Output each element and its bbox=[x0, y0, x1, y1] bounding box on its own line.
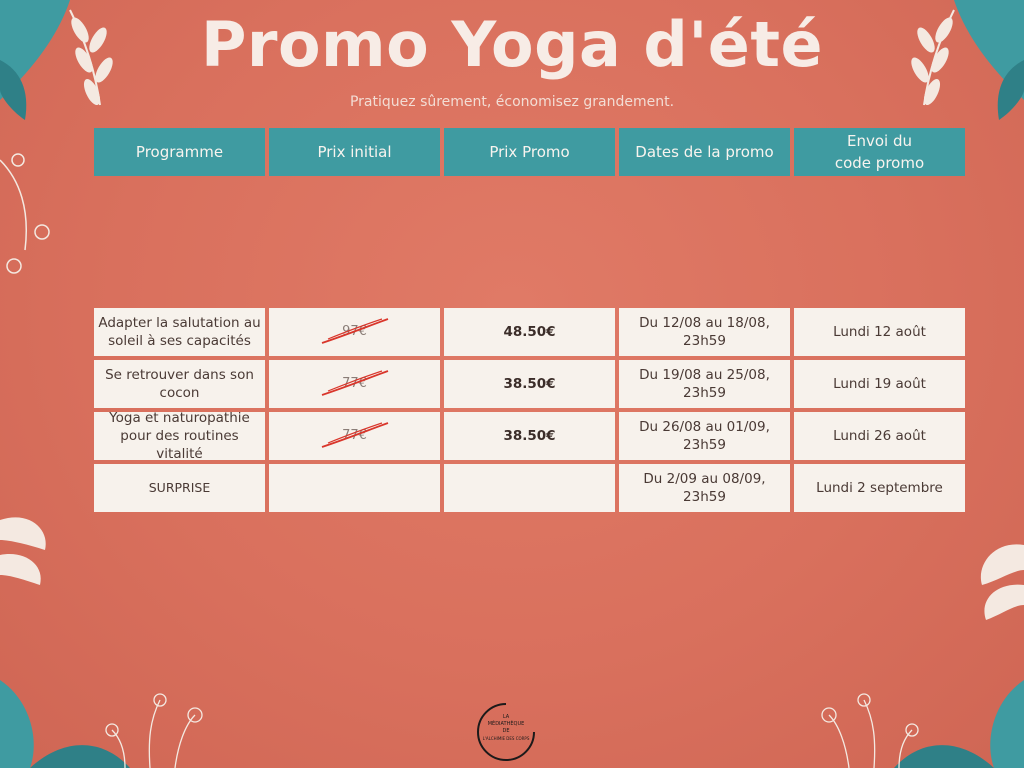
header-envoi: Envoi du code promo bbox=[794, 128, 965, 176]
table-row-prix-initial bbox=[269, 308, 440, 356]
leaf-decoration-icon bbox=[964, 540, 1024, 640]
page-subtitle: Pratiquez sûrement, économisez grandement. bbox=[349, 94, 675, 110]
leaf-decoration-icon bbox=[0, 660, 240, 768]
table-row-prix-promo: 38.50€ bbox=[444, 412, 615, 460]
leaf-decoration-icon bbox=[0, 510, 60, 610]
table-row-envoi: Lundi 12 août bbox=[794, 308, 965, 356]
table-row-dates: Du 26/08 au 01/09, 23h59 bbox=[619, 412, 790, 460]
logo-line-1: LA bbox=[502, 714, 510, 720]
header-prix-promo: Prix Promo bbox=[444, 128, 615, 176]
flower-decoration-icon bbox=[0, 140, 60, 290]
table-row-programme: Adapter la salutation au soleil à ses capacités bbox=[94, 308, 265, 356]
table-row-programme: Yoga et naturopathie pour des routines vitalité bbox=[94, 412, 265, 460]
leaf-decoration-icon bbox=[784, 660, 1024, 768]
header-dates: Dates de la promo bbox=[619, 128, 790, 176]
brand-logo bbox=[474, 700, 538, 764]
table-row-envoi: Lundi 26 août bbox=[794, 412, 965, 460]
table-row-prix-promo: 38.50€ bbox=[444, 360, 615, 408]
old-price: 77€ bbox=[342, 427, 367, 445]
table-row-envoi: Lundi 2 septembre bbox=[794, 464, 965, 512]
header-prix-initial: Prix initial bbox=[269, 128, 440, 176]
table-row-prix-initial bbox=[269, 464, 440, 512]
table-row-dates: Du 2/09 au 08/09, 23h59 bbox=[619, 464, 790, 512]
table-row-envoi: Lundi 19 août bbox=[794, 360, 965, 408]
table-row-prix-initial bbox=[269, 360, 440, 408]
logo-line-3: DE bbox=[502, 728, 510, 734]
table-row-programme: SURPRISE bbox=[94, 464, 265, 512]
table-row-dates: Du 19/08 au 25/08, 23h59 bbox=[619, 360, 790, 408]
old-price: 97€ bbox=[342, 323, 367, 341]
header-programme: Programme bbox=[94, 128, 265, 176]
logo-line-2: MÉDIATHÈQUE bbox=[487, 721, 525, 727]
table-row-programme: Se retrouver dans son cocon bbox=[94, 360, 265, 408]
logo-line-4: L'ALCHIMIE DES CORPS bbox=[482, 736, 530, 741]
page-title: Promo Yoga d'été bbox=[200, 8, 824, 81]
table-row-prix-promo: 48.50€ bbox=[444, 308, 615, 356]
table-row-dates: Du 12/08 au 18/08, 23h59 bbox=[619, 308, 790, 356]
old-price: 77€ bbox=[342, 375, 367, 393]
table-row-prix-promo bbox=[444, 464, 615, 512]
table-row-prix-initial bbox=[269, 412, 440, 460]
